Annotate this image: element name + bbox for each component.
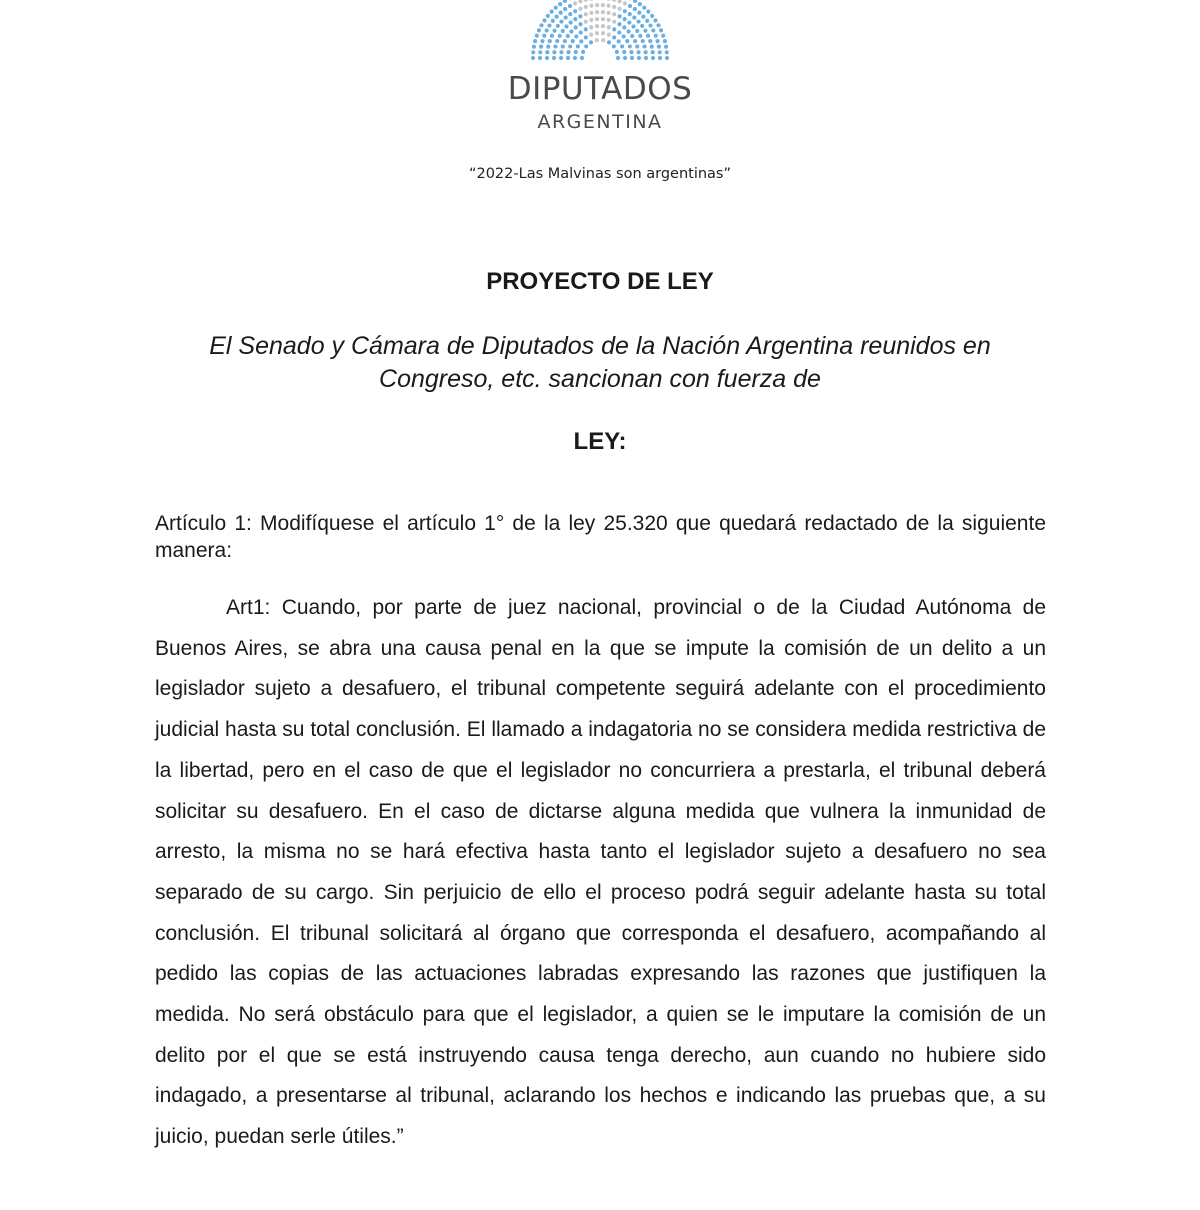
hemicycle-seat <box>574 34 578 38</box>
hemicycle-seat <box>595 24 599 28</box>
hemicycle-seat <box>601 10 605 14</box>
hemicycle-seat <box>538 56 542 60</box>
hemicycle-seat <box>636 50 640 54</box>
hemicycle-seat <box>539 23 543 27</box>
hemicycle-seat <box>566 34 570 38</box>
hemicycle-seat <box>617 30 621 34</box>
hemicycle-seat <box>607 40 611 44</box>
hemicycle-seat <box>612 35 616 39</box>
hemicycle-seat <box>554 6 558 10</box>
hemicycle-seat <box>651 56 655 60</box>
logo-sub-text: ARGENTINA <box>537 111 663 133</box>
hemicycle-seat <box>595 17 599 21</box>
hemicycle-seat <box>623 1 627 5</box>
hemicycle-seat <box>646 10 650 14</box>
hemicycle-seat <box>655 39 659 43</box>
hemicycle-seat <box>550 10 554 14</box>
hemicycle-seat <box>637 56 641 60</box>
hemicycle-seat <box>633 39 637 43</box>
hemicycle-seat <box>665 50 669 54</box>
hemicycle-seat <box>630 34 634 38</box>
hemicycle-seat <box>563 0 567 3</box>
hemicycle-seat <box>642 44 646 48</box>
hemicycle-seat <box>653 18 657 22</box>
hemicycle-seat <box>537 28 541 32</box>
hemicycle-seat <box>553 44 557 48</box>
hemicycle-seat <box>601 31 605 35</box>
hemicycle-seat <box>623 56 627 60</box>
hemicycle-seat <box>542 18 546 22</box>
hemicycle-seat <box>574 50 578 54</box>
hemicycle-seat <box>641 15 645 19</box>
hemicycle-seat <box>617 22 621 26</box>
hemicycle-seat <box>595 38 599 42</box>
hemicycle-seat <box>584 35 588 39</box>
hemicycle-seat <box>584 5 588 9</box>
hemicycle-seat <box>595 3 599 7</box>
hemicycle-seat <box>552 50 556 54</box>
hemicycle-seat <box>558 34 562 38</box>
document-title: PROYECTO DE LEY <box>486 268 714 295</box>
hemicycle-seat <box>589 25 593 29</box>
hemicycle-seat <box>617 39 621 43</box>
hemicycle-seat <box>644 56 648 60</box>
hemicycle-seat <box>651 50 655 54</box>
hemicycle-seat <box>656 23 660 27</box>
hemicycle-seat <box>618 7 622 11</box>
hemicycle-seat <box>558 2 562 6</box>
hemicycle-seat <box>584 0 588 2</box>
hemicycle-seat <box>659 28 663 32</box>
hemicycle-seat <box>635 29 639 33</box>
logo-main-text: DIPUTADOS <box>507 71 693 107</box>
hemicycle-seat <box>564 24 568 28</box>
hemicycle-seat <box>563 39 567 43</box>
hemicycle-seat <box>612 12 616 16</box>
hemicycle-seat <box>607 25 611 29</box>
hemicycle-seat <box>584 44 588 48</box>
hemicycle-seat <box>573 56 577 60</box>
hemicycle-seat <box>648 39 652 43</box>
hemicycle-seat <box>638 34 642 38</box>
hemicycle-seat <box>615 50 619 54</box>
hemicycle-seat <box>665 56 669 60</box>
hemicycle-seat <box>568 12 572 16</box>
hemicycle-seat <box>578 14 582 18</box>
art1-text: Art1: Cuando, por parte de juez nacional, provincial o de la Ciudad Autónoma de Buenos Aires, se abra una causa penal en la que se impute la comisión de un delito a un legislador sujeto a desafuero, el tribunal competente seguirá adelante con el procedimiento judicial hasta su total conclusión. El llamado a indagatoria no se considera medida restrictiva de la libertad, pero en el caso de que el legislador no concurriera a prestarla, el tribunal deberá solicitar su desafuero. En el caso de dictarse alguna medida que vulnera la inmunidad de arresto, la misma no se hará efectiva hasta tanto el legislador sujeto a desafuero no sea separado de su cargo. Sin perjuicio de ello el proceso podrá seguir adelante hasta su total conclusión. El tribunal solicitará al órgano que corresponda el desafuero, acompañando al pedido las copias de las actuaciones labradas expresando las razones que justifiquen la medida. No será obstáculo para que el legislador, a quien se le imputare la comisión de un delito por el que se está instruyendo causa tenga derecho, aun cuando no hubiere sido indagado, a presentarse al tribunal, aclarando los hechos e indicando las pruebas que, a su juicio, puedan serle útiles.” <box>155 596 1046 1149</box>
motto-text: “2022-Las Malvinas son argentinas” <box>468 166 732 182</box>
hemicycle-seat <box>632 16 636 20</box>
hemicycle-seat <box>601 38 605 42</box>
hemicycle-seat <box>556 24 560 28</box>
hemicycle-seat <box>589 4 593 8</box>
hemicycle-seat <box>548 39 552 43</box>
hemicycle-seat <box>566 56 570 60</box>
hemicycle-seat <box>584 20 588 24</box>
hemicycle-seat <box>569 29 573 33</box>
hemicycle-seat <box>661 34 665 38</box>
hemicycle-seat <box>566 50 570 54</box>
hemicycle-seat <box>617 14 621 18</box>
hemicycle-seat <box>628 44 632 48</box>
hemicycle-seat <box>531 56 535 60</box>
hemicycle-seat <box>642 6 646 10</box>
hemicycle-seat <box>628 12 632 16</box>
hemicycle-seat <box>616 56 620 60</box>
hemicycle-seat <box>630 56 634 60</box>
hemicycle-seat <box>628 4 632 8</box>
hemicycle-seat <box>568 4 572 8</box>
hemicycle-seat <box>644 50 648 54</box>
hemicycle-seat <box>607 11 611 15</box>
hemicycle-seat <box>607 18 611 22</box>
hemicycle-seat <box>595 10 599 14</box>
hemicycle-seat <box>643 29 647 33</box>
hemicycle-seat <box>622 50 626 54</box>
hemicycle-seat <box>589 18 593 22</box>
hemicycle-seat <box>648 23 652 27</box>
hemicycle-seat <box>545 50 549 54</box>
hemicycle-seat <box>540 39 544 43</box>
hemicycle-seat <box>578 22 582 26</box>
hemicycle-seat <box>606 4 610 8</box>
hemicycle-seat <box>579 30 583 34</box>
hemicycle-seat <box>531 50 535 54</box>
hemicycle-seat <box>612 0 616 2</box>
hemicycle-seat <box>636 19 640 23</box>
hemicycle-seat <box>581 50 585 54</box>
hemicycle-seat <box>601 17 605 21</box>
ley-heading: LEY: <box>573 428 627 455</box>
hemicycle-seat <box>584 27 588 31</box>
hemicycle-seat <box>551 19 555 23</box>
hemicycle-seat <box>606 0 610 1</box>
hemicycle-seat <box>612 5 616 9</box>
hemicycle-seat <box>584 12 588 16</box>
hemicycle-seat <box>640 24 644 28</box>
hemicycle-seat <box>552 29 556 33</box>
hemicycle-seat <box>651 28 655 32</box>
hemicycle-seat <box>576 44 580 48</box>
hemicycle-seat <box>633 0 637 3</box>
hemicycle-seat <box>539 45 543 49</box>
hemicycle-seat <box>658 50 662 54</box>
hemicycle-seat <box>637 11 641 15</box>
hemicycle-seat <box>601 24 605 28</box>
hemicycle-seat <box>574 25 578 29</box>
hemicycle-seat <box>635 44 639 48</box>
hemicycle-seat <box>546 14 550 18</box>
hemicycle-seat <box>555 39 559 43</box>
hemicycle-seat <box>538 50 542 54</box>
hemicycle-seat <box>546 45 550 49</box>
hemicycle-seat <box>535 34 539 38</box>
hemicycle-seat <box>559 50 563 54</box>
hemicycle-seat <box>545 56 549 60</box>
hemicycle-seat <box>550 34 554 38</box>
hemicycle-seat <box>641 39 645 43</box>
hemicycle-seat <box>612 20 616 24</box>
diputados-logo <box>500 0 700 140</box>
hemicycle-seat <box>532 45 536 49</box>
hemicycle-seat <box>573 9 577 13</box>
hemicycle-seat <box>620 44 624 48</box>
hemicycle-seat <box>589 40 593 44</box>
hemicycle-seat <box>542 34 546 38</box>
hemicycle-seat <box>563 7 567 11</box>
hemicycle-seat <box>638 2 642 6</box>
hemicycle-seat <box>561 29 565 33</box>
hemicycle-seat <box>589 11 593 15</box>
hemicycle-seat <box>627 20 631 24</box>
hemicycle-seat <box>559 19 563 23</box>
hemicycle-seat <box>629 50 633 54</box>
hemicycle-seat <box>646 34 650 38</box>
hemicycle-icon <box>500 0 700 70</box>
enacting-clause: El Senado y Cámara de Diputados de la Nación Argentina reunidos en Congreso, etc. sancionan con fuerza de <box>209 332 991 393</box>
hemicycle-seat <box>645 19 649 23</box>
hemicycle-seat <box>589 0 593 1</box>
hemicycle-seat <box>625 39 629 43</box>
hemicycle-seat <box>654 34 658 38</box>
hemicycle-seat <box>568 44 572 48</box>
hemicycle-seat <box>559 56 563 60</box>
article-1: Artículo 1: Modifíquese el artículo 1° de la ley 25.320 que quedará redactado de la siguiente manera: <box>155 512 1046 562</box>
hemicycle-seat <box>547 23 551 27</box>
hemicycle-seat <box>578 0 582 3</box>
hemicycle-seat <box>545 28 549 32</box>
hemicycle-seat <box>631 24 635 28</box>
hemicycle-seat <box>578 7 582 11</box>
hemicycle-seat <box>569 20 573 24</box>
hemicycle-seat <box>618 0 622 3</box>
hemicycle-seat <box>552 56 556 60</box>
hemicycle-seat <box>601 3 605 7</box>
hemicycle-seat <box>622 25 626 29</box>
hemicycle-seat <box>650 14 654 18</box>
hemicycle-seat <box>579 39 583 43</box>
hemicycle-seat <box>664 45 668 49</box>
hemicycle-seat <box>571 39 575 43</box>
hemicycle-seat <box>622 34 626 38</box>
hemicycle-seat <box>626 29 630 33</box>
hemicycle-seat <box>612 44 616 48</box>
hemicycle-seat <box>658 56 662 60</box>
hemicycle-seat <box>657 45 661 49</box>
hemicycle-seat <box>663 39 667 43</box>
hemicycle-seat <box>623 17 627 21</box>
hemicycle-seat <box>573 1 577 5</box>
hemicycle-seat <box>554 15 558 19</box>
hemicycle-seat <box>580 56 584 60</box>
hemicycle-seat <box>595 31 599 35</box>
hemicycle-seat <box>561 44 565 48</box>
hemicycle-seat <box>589 33 593 37</box>
hemicycle-seat <box>573 17 577 21</box>
hemicycle-seat <box>607 33 611 37</box>
hemicycle-seat <box>533 39 537 43</box>
hemicycle-seat <box>650 45 654 49</box>
hemicycle-seat <box>612 27 616 31</box>
hemicycle-seat <box>633 7 637 11</box>
hemicycle-seat <box>623 9 627 13</box>
hemicycle-seat <box>559 11 563 15</box>
hemicycle-seat <box>564 16 568 20</box>
